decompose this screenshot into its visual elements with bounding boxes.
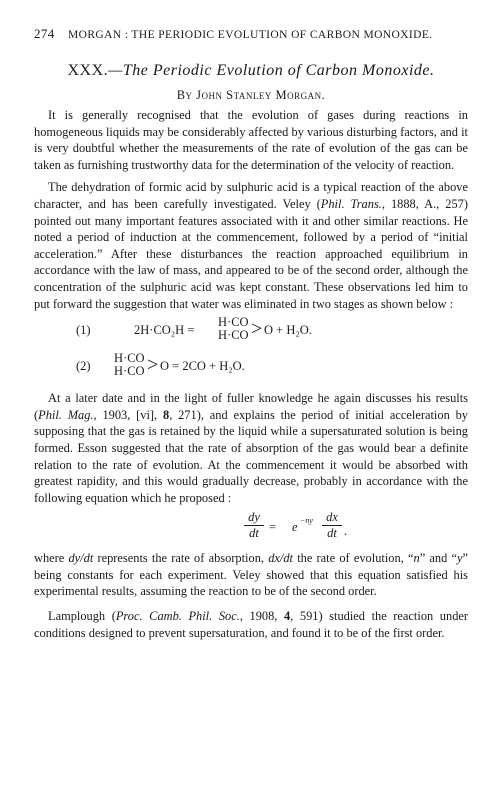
- paragraph-2-text-b: , 1888, A., 257) pointed out many important features associated with it and other similar reactions. He noted a period of induction at the commencement, followed by a period of “initial acceleration.” After these disturbances the reaction approached equilibrium in accordance with the law of mass, and appeared to be of the second order, although the concentration of the sulphuric acid was kept constant. These observations led him to put forward the suggestion that water was eliminated in two stages as shown below :: [34, 196, 468, 311]
- paragraph-2-text-a: The dehydration of formic acid by sulphuric acid is a typical reaction of the above character, and has been carefully investigated. Veley (: [34, 180, 468, 211]
- byline: By John Stanley Morgan.: [176, 88, 326, 102]
- fraction-denominator: dt: [249, 526, 259, 541]
- equation-2-stack: [114, 352, 145, 378]
- exponent: −ny: [300, 516, 313, 526]
- paragraph-3-text-b: , 1903, [vi],: [93, 407, 163, 422]
- paragraph-5-text-b: , 1908,: [239, 609, 284, 624]
- paragraph-5-text-c: , 591) studied the reaction under conditions designed to prevent supersaturation, and found it to be of the first order.: [34, 609, 469, 640]
- running-header: [34, 26, 468, 42]
- fraction-dy-dt: [244, 510, 264, 541]
- equation-1-stack-top: H·CO: [218, 315, 249, 330]
- paragraph-1: [34, 107, 468, 173]
- equation-2-stack-top: H·CO: [114, 351, 145, 366]
- equation-1-lhs: 2H·CO₂H =: [134, 323, 195, 338]
- equation-1: [34, 314, 468, 348]
- paragraph-3: [34, 390, 468, 506]
- equation-3: [34, 508, 468, 548]
- equation-1-rest: O + H₂O.: [264, 323, 312, 338]
- paragraph-3-text-c: , 271), and explains the period of initial acceleration by supposing that the gas is retained by the liquid while a supersaturated solution is being formed. Esson suggested that the rate of absorption of the gas would bear a definite relation to the rate of evolution. At the commencement it would be absorbed with greatest rapidity, and this would gradually decrease, probably in accordance with the following equation which he proposed :: [34, 407, 468, 505]
- volume-number: 4: [283, 609, 291, 624]
- paragraph-5-text-a: Lamplough (: [48, 609, 116, 624]
- citation-proc-camb: Proc. Camb. Phil. Soc.: [115, 609, 240, 624]
- fraction-denominator: dt: [327, 526, 337, 541]
- paragraph-4-text-b: represents the rate of absorption,: [93, 551, 269, 566]
- paragraph-4-text-e: ” being constants for each experiment. Veley showed that this equation satisfied his experimental results, assuming the reaction to be of the second order.: [34, 551, 468, 599]
- bracket-glyph: >: [147, 354, 159, 377]
- article-title-text: —The Periodic Evolution of Carbon Monoxide.: [108, 62, 435, 79]
- running-title: MORGAN : THE PERIODIC EVOLUTION OF CARBON MONOXIDE.: [67, 29, 433, 41]
- bracket-glyph: >: [251, 318, 263, 341]
- symbol-dy-dt: dy/dt: [68, 551, 94, 566]
- equation-2-label: (2): [76, 359, 91, 374]
- paragraph-4-text-a: where: [34, 551, 69, 566]
- paragraph-2: [34, 179, 468, 312]
- exponential-base: e: [292, 520, 298, 535]
- paragraph-4: [34, 550, 468, 600]
- symbol-dx-dt: dx/dt: [268, 551, 293, 566]
- fraction-numerator: dy: [244, 510, 264, 526]
- paragraph-5: [34, 608, 468, 641]
- equation-period: .: [344, 524, 348, 539]
- page: [34, 26, 468, 641]
- fraction-numerator: dx: [322, 510, 342, 526]
- equation-2-stack-bottom: H·CO: [114, 364, 145, 379]
- equals-sign: =: [269, 520, 277, 535]
- equation-1-stack: [218, 316, 249, 342]
- equation-2: [34, 350, 468, 384]
- citation-phil-trans: Phil. Trans.: [320, 196, 382, 211]
- fraction-dx-dt: [322, 510, 342, 541]
- volume-number: 8: [162, 407, 170, 422]
- symbol-y: y: [457, 551, 463, 566]
- equation-2-rest: O = 2CO + H₂O.: [160, 359, 245, 374]
- paragraph-1-text: It is generally recognised that the evolution of gases during reactions in homogeneous liquids may be considerably affected by various disturbing factors, and it is very doubtful whether the measurements of the rate of evolution of the gas can be taken as furnishing trustworthy data for the determination of the velocity of reaction.: [34, 108, 468, 172]
- citation-phil-mag: Phil. Mag.: [38, 407, 94, 422]
- equation-1-label: (1): [76, 323, 91, 338]
- page-number: 274: [34, 26, 55, 41]
- paragraph-3-text-a: At a later date and in the light of fuller knowledge he again discusses his results (: [34, 391, 468, 422]
- paragraph-4-text-c: the rate of evolution, “: [292, 551, 414, 566]
- paragraph-4-text-d: ” and “: [419, 551, 457, 566]
- article-title: [34, 62, 468, 80]
- symbol-n: n: [413, 551, 420, 566]
- article-number: XXX.: [67, 62, 109, 79]
- equation-1-stack-bottom: H·CO: [218, 328, 249, 343]
